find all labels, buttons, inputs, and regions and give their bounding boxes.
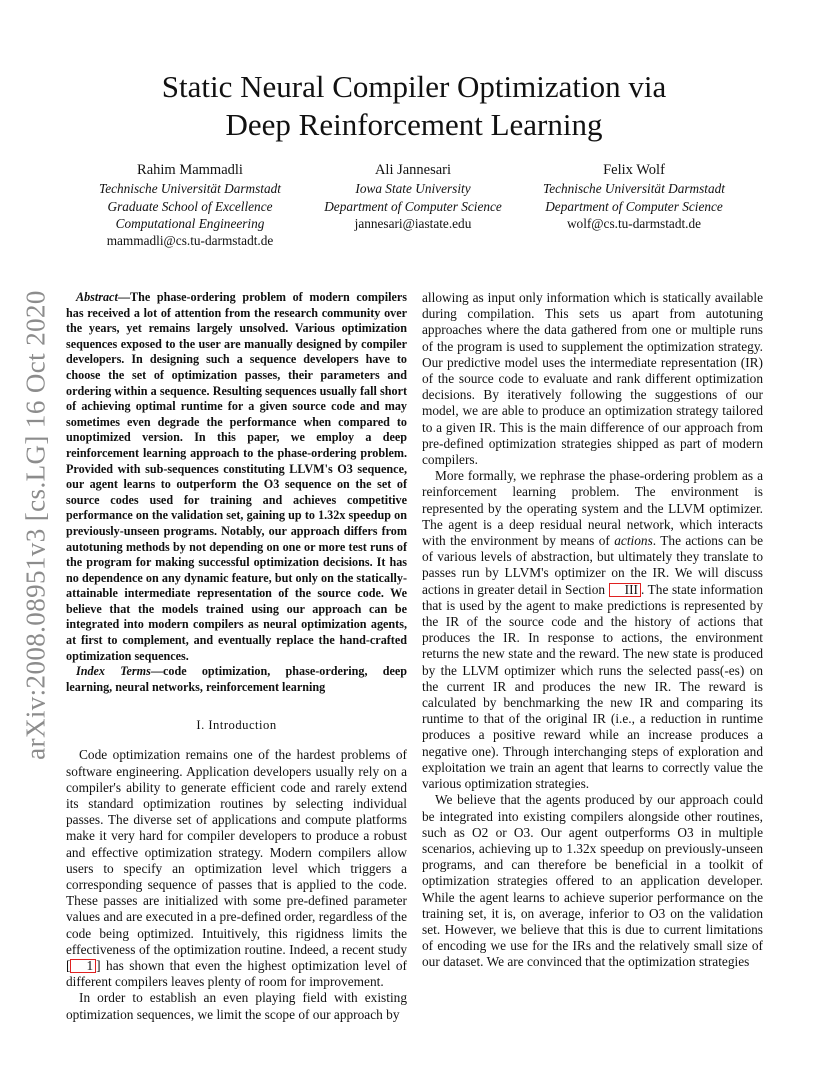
author-block-1 xyxy=(75,162,305,249)
title-line-2: Deep Reinforcement Learning xyxy=(225,107,603,142)
author-affiliation: Computational Engineering xyxy=(115,215,265,231)
index-terms xyxy=(66,664,407,695)
actions-term: actions xyxy=(614,533,653,549)
arxiv-identifier xyxy=(16,290,56,760)
abstract xyxy=(66,290,407,664)
intro-paragraph-2: In order to establish an even playing field with existing optimization sequences, we limit the scope of our approach by xyxy=(66,990,407,1022)
abstract-label: Abstract xyxy=(76,290,118,304)
author-block-2 xyxy=(298,162,528,232)
author-name: Felix Wolf xyxy=(603,162,665,178)
intro-p1-text-a: Code optimization remains one of the hardest problems of software engineering. Application developers usually rely on a compiler's ability to generate efficient code and rarely extend its standard optimization routines by selecting individual passes. The diverse set of applications and compute platforms make it very hard for compiler developers to produce a robust and effective optimization strategy. Modern compilers allow users to specify an optimization level which triggers a corresponding sequence of passes that is applied to the code. These passes are initialized with some pre-defined parameter values and are executed in a pre-defined order, regardless of the code being optimized. Intuitively, this rigidness limits the effectiveness of the optimization routine. Indeed, a recent study xyxy=(66,747,407,957)
body-p2-text-a: More formally, we rephrase the phase-ordering problem as a reinforcement learning problem. The environment is represented by the operating system and the LLVM optimizer. The agent is a deep residual neural network, which interacts with the environment by means of xyxy=(422,468,763,549)
body-paragraph-3: We believe that the agents produced by our approach could be integrated into existing compilers alongside other routines, such as O2 or O3. Our agent outperforms O3 in multiple scenarios, achieving up to 1.32x speedup on previously-unseen programs, and can therefore be beneficial in a toolkit of optimization strategies offered to an application developer. While the agent learns to achieve superior performance on the training set, it is, on average, inferior to O3 on the validation set. However, we believe that this is due to current limitations of encoding we use for the IRs and the relatively small size of our dataset. We are convinced that the optimization strategies xyxy=(422,792,763,970)
index-terms-label: Index Terms xyxy=(76,664,151,679)
section-reference-link[interactable]: III xyxy=(609,583,641,597)
left-column xyxy=(66,290,407,1023)
arxiv-identifier-text: arXiv:2008.08951v3 [cs.LG] 16 Oct 2020 xyxy=(20,290,51,760)
body-p2-text-b: . The actions can be of various levels of abstraction, but ultimately they translate to passes run by LLVM's optimizer on the IR. We will discuss actions in greater detail in Section xyxy=(422,533,764,597)
right-column xyxy=(422,290,763,971)
section-heading-introduction: I. Introduction xyxy=(196,718,277,733)
author-block-3 xyxy=(519,162,749,232)
title-line-1: Static Neural Compiler Optimization via xyxy=(161,69,667,104)
author-affiliation: Technische Universität Darmstadt xyxy=(543,181,725,197)
intro-paragraph-1: Code optimization remains one of the hardest problems of software engineering. Application developers usually rely on a compiler's ability to generate efficient code and rarely extend its standard optimization routines by selecting individual passes. The diverse set of applications and compute platforms make it very hard for compiler developers to produce a robust and effective optimization strategy. Modern compilers allow users to specify an optimization level which triggers a corresponding sequence of passes that is applied to the code. These passes are initialized with some pre-defined parameter values and are executed in a pre-defined order, regardless of the code being optimized. Intuitively, this rigidness limits the effectiveness of the optimization routine. Indeed, a recent study [ 1 ] has shown that even the highest optimization level of different compilers leaves plenty of room for improvement. xyxy=(66,747,407,990)
author-affiliation: Department of Computer Science xyxy=(545,198,723,214)
author-affiliation: Department of Computer Science xyxy=(324,198,502,214)
body-p2-text-c: . The state information that is used by the agent to make predictions is represented by the IR of the source code and the history of actions that produces the IR. In response to actions, the environment returns the new state and the reward. The new state is produced by the LLVM optimizer which runs the selected pass(-es) on the current IR and produces the new IR. The reward is calculated by benchmarking the new IR and comparing its runtime to that of the original IR (i.e., a reduction in runtime produces a positive reward while an increase produces a negative one). Through interchanging steps of exploration and exploitation we train an agent that learns to correctly value the various optimization strategies. xyxy=(422,581,763,792)
author-email: wolf@cs.tu-darmstadt.de xyxy=(566,215,702,231)
citation-link[interactable]: 1 xyxy=(70,959,96,973)
body-paragraph-2 xyxy=(422,468,763,792)
intro-p1-text-b: has shown that even the highest optimization level of different compilers leaves plenty of room for improvement. xyxy=(66,958,407,990)
author-name: Rahim Mammadli xyxy=(137,162,243,178)
author-name: Ali Jannesari xyxy=(374,162,452,178)
author-affiliation: Technische Universität Darmstadt xyxy=(99,181,281,197)
author-email: jannesari@iastate.edu xyxy=(354,215,472,231)
author-affiliation: Graduate School of Excellence xyxy=(107,198,273,214)
abstract-text: —The phase-ordering problem of modern compilers has received a lot of attention from the research community over the years, yet remains largely unsolved. Various optimization sequences exposed to the user are manually designed by compiler developers. In designing such a sequence developers have to choose the set of optimization passes, their parameters and ordering within a sequence. Resulting sequences usually fall short of achieving optimal runtime for a given source code and may sometimes even degrade the performance when compared to unoptimized version. In this paper, we employ a deep reinforcement learning approach to the phase-ordering problem. Provided with sub-sequences constituting LLVM's O3 sequence, our agent learns to outperform the O3 sequence on the set of source codes used for training and achieves competitive performance on the validation set, gaining up to 1.32x speedup on previously-unseen programs. Notably, our approach differs from autotuning methods by not depending on one or more test runs of the program for making successful optimization decisions. It has no dependence on any dynamic feature, but only on the statically-attainable intermediate representation of the source code. We believe that the models trained using our approach can be integrated into modern compilers as neural optimization agents, at first to complement, and eventually replace the hand-crafted optimization sequences. xyxy=(66,290,407,663)
index-terms-text: —code optimization, phase-ordering, deep learning, neural networks, reinforcement learning xyxy=(66,664,407,694)
author-email: mammadli@cs.tu-darmstadt.de xyxy=(106,233,274,249)
paper-title xyxy=(90,68,738,144)
author-affiliation: Iowa State University xyxy=(355,181,471,197)
body-paragraph-1: allowing as input only information which is statically available during compilation. This sets us apart from autotuning approaches where the data gathered from one or multiple runs of the program is used to supplement the optimization strategy. Our predictive model uses the intermediate representation (IR) of the source code to evaluate and rank different optimization decisions. By iteratively following the suggestions of our model, we are able to produce an optimization strategy tailored to a given IR. This is the main difference of our approach from pre-defined optimization strategies shipped as part of modern compilers. xyxy=(422,290,763,468)
